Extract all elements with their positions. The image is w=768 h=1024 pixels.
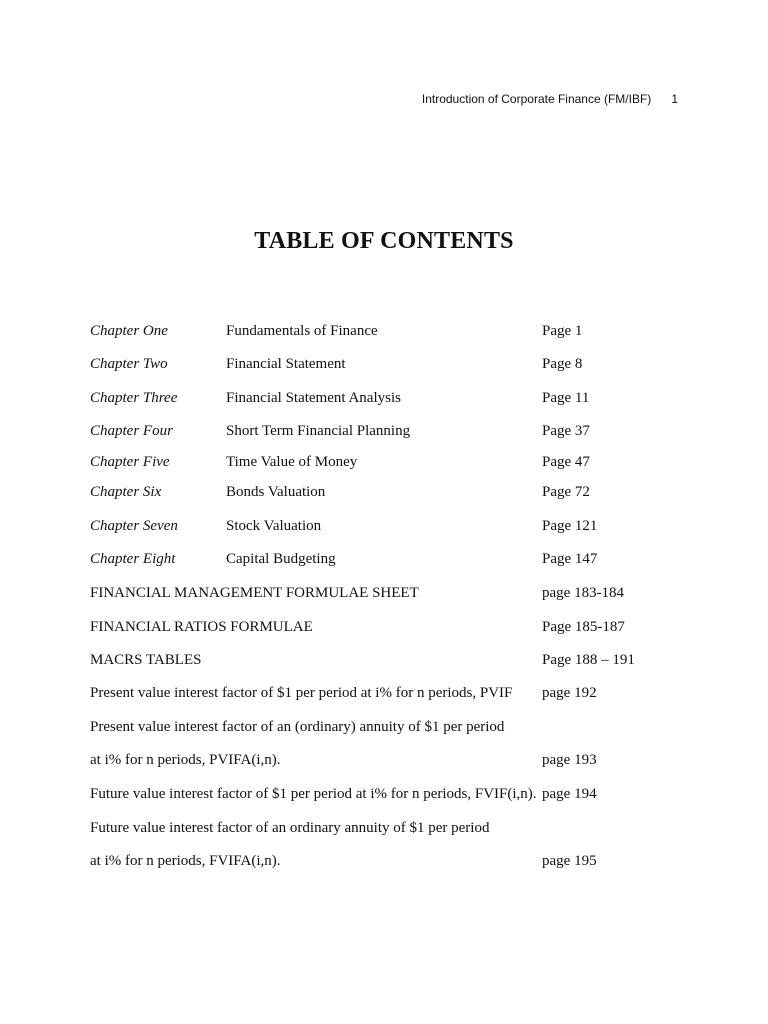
toc-chapter-label: Chapter Six [90, 484, 162, 500]
toc-chapter-title: Financial Statement [226, 356, 346, 372]
toc-chapter-label: Chapter Four [90, 423, 173, 439]
toc-page-ref: page 183-184 [542, 585, 625, 601]
toc-chapter-label: Chapter One [90, 323, 168, 339]
page-title: TABLE OF CONTENTS [254, 228, 514, 254]
toc-chapter-label: Chapter Seven [90, 518, 178, 534]
toc-appendix-title: Present value interest factor of $1 per period at i% for n periods, PVIF [90, 685, 513, 701]
running-header [422, 92, 678, 106]
toc-chapter-title: Capital Budgeting [226, 551, 336, 567]
toc-appendix-title: MACRS TABLES [90, 652, 202, 668]
toc-chapter-title: Short Term Financial Planning [226, 423, 411, 439]
header-page-number: 1 [671, 92, 678, 106]
toc-page-ref: Page 11 [542, 390, 590, 406]
toc-page-ref: Page 185-187 [542, 619, 625, 635]
toc-page-ref: Page 147 [542, 551, 598, 567]
toc-page-ref: Page 72 [542, 484, 590, 500]
toc-page-ref: Page 121 [542, 518, 598, 534]
toc-appendix-title: Present value interest factor of an (ordinary) annuity of $1 per period [90, 719, 505, 735]
toc-page-ref: Page 188 – 191 [542, 652, 635, 668]
toc-page-ref: Page 1 [542, 323, 583, 339]
toc-appendix-title: Future value interest factor of an ordinary annuity of $1 per period [90, 820, 490, 836]
toc-chapter-label: Chapter Five [90, 454, 170, 470]
toc-chapter-title: Time Value of Money [226, 454, 358, 470]
toc-page-ref: page 195 [542, 853, 597, 869]
toc-page-ref: Page 8 [542, 356, 583, 372]
toc-appendix-title: FINANCIAL MANAGEMENT FORMULAE SHEET [90, 585, 419, 601]
toc-chapter-title: Bonds Valuation [226, 484, 326, 500]
toc-appendix-title: at i% for n periods, PVIFA(i,n). [90, 752, 281, 768]
header-title: Introduction of Corporate Finance (FM/IBF) [421, 92, 652, 106]
toc-chapter-title: Stock Valuation [226, 518, 322, 534]
toc-chapter-label: Chapter Eight [90, 551, 176, 567]
toc-page-ref: Page 37 [542, 423, 590, 439]
toc-page-ref: Page 47 [542, 454, 590, 470]
toc-appendix-title: Future value interest factor of $1 per period at i% for n periods, FVIF(i,n). [90, 786, 537, 802]
toc-page-ref: page 193 [542, 752, 597, 768]
toc-chapter-title: Fundamentals of Finance [226, 323, 378, 339]
toc-chapter-title: Financial Statement Analysis [226, 390, 401, 406]
toc-chapter-label: Chapter Two [90, 356, 168, 372]
toc-appendix-title: at i% for n periods, FVIFA(i,n). [90, 853, 281, 869]
toc-appendix-title: FINANCIAL RATIOS FORMULAE [90, 619, 313, 635]
toc-page-ref: page 192 [542, 685, 597, 701]
toc-page-ref: page 194 [542, 786, 597, 802]
toc-chapter-label: Chapter Three [90, 390, 178, 406]
